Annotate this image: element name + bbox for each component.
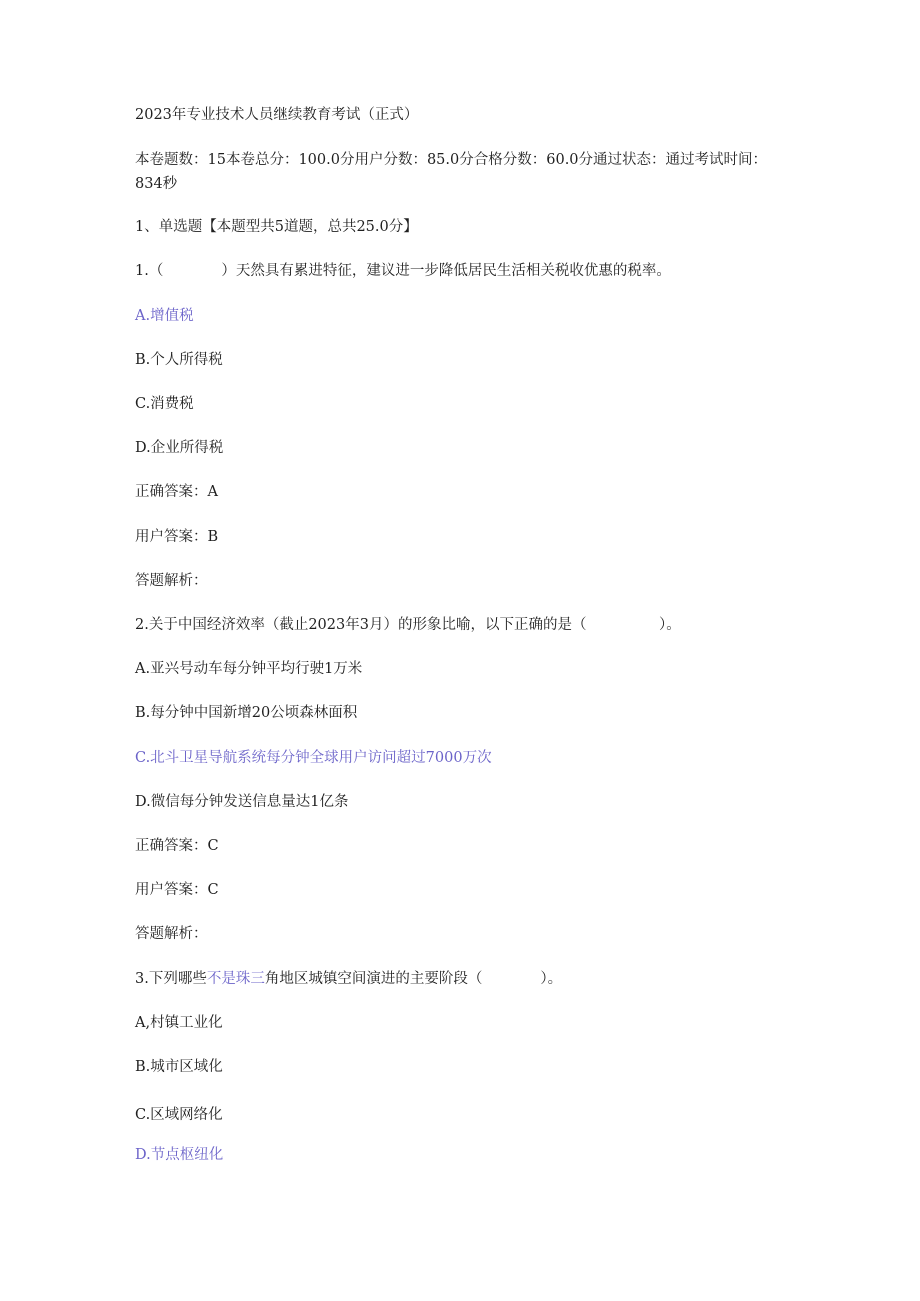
- exam-summary: 本卷题数：15本卷总分：100.0分用户分数：85.0分合格分数：60.0分通过状态：通过考试时间：834秒: [135, 152, 768, 192]
- question-1-stem: 1.（ ）天然具有累进特征，建议进一步降低居民生活相关税收优惠的税率。: [135, 263, 671, 279]
- question-3-option-b: B.城市区域化: [135, 1059, 223, 1075]
- question-1-option-c: C.消费税: [135, 396, 194, 412]
- section-heading: 1、单选题【本题型共5道题，总共25.0分】: [135, 219, 418, 235]
- question-1-correct-answer: 正确答案：A: [135, 484, 218, 500]
- question-1-option-a: A.增值税: [135, 308, 194, 324]
- question-2-stem: 2.关于中国经济效率（截止2023年3月）的形象比喻，以下正确的是（ ）。: [135, 617, 681, 633]
- question-3-stem-suffix: 角地区城镇空间演进的主要阶段（ ）。: [264, 971, 563, 987]
- question-3-option-c: C.区域网络化: [135, 1107, 223, 1123]
- question-3-stem: [135, 968, 562, 990]
- question-3-stem-highlight: 不是珠三: [206, 971, 265, 987]
- question-2-option-b: B.每分钟中国新增20公顷森林面积: [135, 705, 358, 721]
- question-1-option-d: D.企业所得税: [135, 440, 224, 456]
- question-2-option-d: D.微信每分钟发送信息量达1亿条: [135, 794, 349, 810]
- question-2-correct-answer: 正确答案：C: [135, 838, 219, 854]
- question-1-option-b: B.个人所得税: [135, 352, 223, 368]
- question-1-analysis: 答题解析：: [135, 573, 208, 589]
- question-2-option-c: C.北斗卫星导航系统每分钟全球用户访问超过7000万次: [135, 750, 492, 766]
- question-2-user-answer: 用户答案：C: [135, 882, 219, 898]
- question-1-user-answer: 用户答案：B: [135, 529, 219, 545]
- question-2-analysis: 答题解析：: [135, 926, 208, 942]
- exam-title: 2023年专业技术人员继续教育考试（正式）: [135, 107, 419, 123]
- question-3-stem-prefix: 3.下列哪些: [135, 971, 207, 987]
- question-3-option-a: A,村镇工业化: [135, 1015, 223, 1031]
- question-3-option-d: D.节点枢纽化: [135, 1147, 224, 1163]
- question-2-option-a: A.亚兴号动车每分钟平均行驶1万米: [135, 661, 363, 677]
